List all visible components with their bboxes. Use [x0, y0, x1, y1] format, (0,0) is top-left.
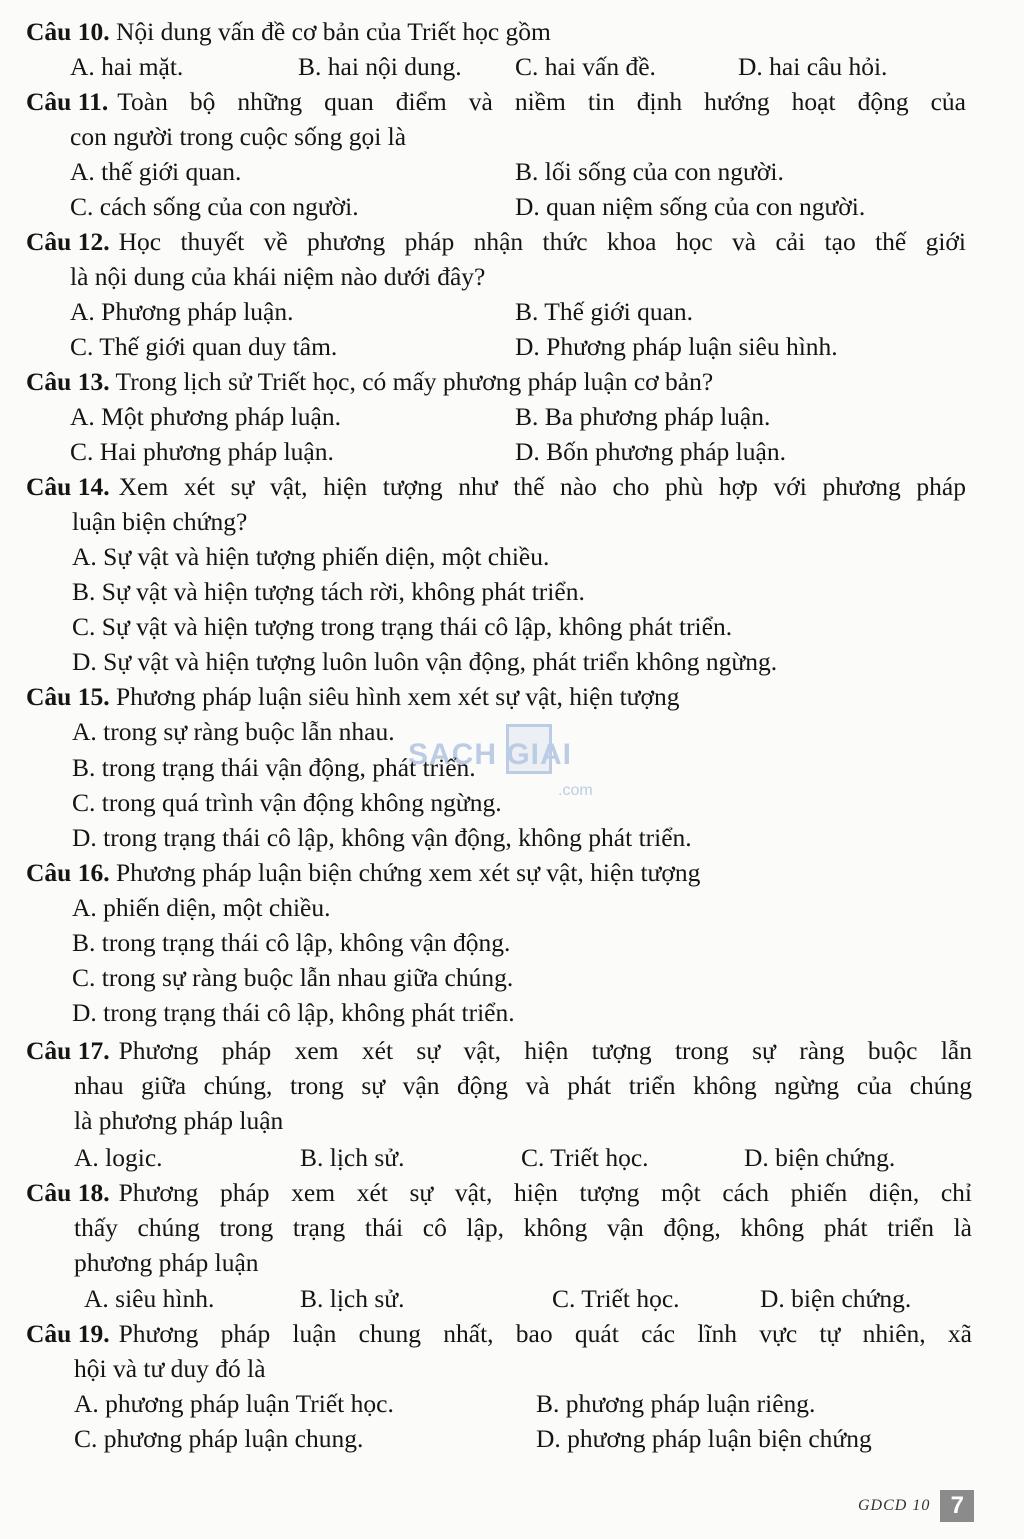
- question-text: Trong lịch sử Triết học, có mấy phương pháp luận cơ bản?: [115, 367, 714, 396]
- option-a: A. hai mặt.: [70, 52, 184, 81]
- option-a: A. logic.: [74, 1143, 163, 1172]
- watermark-brand: SACH GIAI: [408, 738, 573, 771]
- option-d: D. hai câu hỏi.: [738, 52, 888, 81]
- question-text: Toàn bộ những quan điểm và niềm tin định hướng hoạt động của: [117, 87, 966, 116]
- question-text-continued: [74, 1068, 972, 1103]
- question-18-stem: [26, 1175, 972, 1210]
- question-number: Câu 11.: [26, 87, 109, 116]
- option-b: B. trong trạng thái vận động, phát triển.: [72, 753, 476, 782]
- option-b: B. Sự vật và hiện tượng tách rời, không phát triển.: [72, 577, 585, 606]
- question-text-line: nhau giữa chúng, trong sự vận động và phát triển không ngừng của chúng: [74, 1071, 972, 1100]
- option-d: D. biện chứng.: [760, 1284, 912, 1313]
- option-a: A. Sự vật và hiện tượng phiến diện, một chiều.: [72, 542, 550, 571]
- question-number: Câu 19.: [26, 1319, 110, 1348]
- option-c: C. cách sống của con người.: [70, 192, 359, 221]
- question-10-stem: [26, 14, 551, 49]
- question-text: Phương pháp luận biện chứng xem xét sự vật, hiện tượng: [115, 858, 701, 887]
- question-text-continued: phương pháp luận: [74, 1248, 259, 1277]
- watermark-box-icon: [506, 724, 552, 774]
- question-11-stem: [26, 84, 966, 119]
- question-number: Câu 16.: [26, 858, 110, 887]
- question-text-continued: hội và tư duy đó là: [74, 1354, 266, 1383]
- question-12-stem: [26, 224, 966, 259]
- question-text: Phương pháp luận siêu hình xem xét sự vật, hiện tượng: [115, 682, 680, 711]
- option-c: C. Triết học.: [521, 1143, 649, 1172]
- question-text: Xem xét sự vật, hiện tượng như thế nào cho phù hợp với phương pháp: [118, 472, 966, 501]
- question-number: Câu 18.: [26, 1178, 110, 1207]
- option-b: B. Thế giới quan.: [515, 297, 694, 326]
- option-c: C. Triết học.: [552, 1284, 680, 1313]
- question-14-stem: [26, 469, 966, 504]
- option-d: D. Bốn phương pháp luận.: [515, 437, 786, 466]
- option-a: A. phương pháp luận Triết học.: [74, 1389, 394, 1418]
- question-text: Phương pháp xem xét sự vật, hiện tượng trong sự ràng buộc lẫn: [118, 1036, 972, 1065]
- option-c: C. trong quá trình vận động không ngừng.: [72, 788, 502, 817]
- option-a: A. thế giới quan.: [70, 157, 242, 186]
- option-c: C. Thế giới quan duy tâm.: [70, 332, 338, 361]
- question-text-line: thấy chúng trong trạng thái cô lập, không vận động, không phát triển là: [74, 1213, 972, 1242]
- option-c: C. Hai phương pháp luận.: [70, 437, 334, 466]
- page-footer: [858, 1488, 974, 1524]
- question-text: Phương pháp xem xét sự vật, hiện tượng một cách phiến diện, chỉ: [118, 1178, 972, 1207]
- question-15-stem: [26, 679, 679, 714]
- question-text: Học thuyết về phương pháp nhận thức khoa học và cải tạo thế giới: [118, 227, 966, 256]
- option-b: B. phương pháp luận riêng.: [536, 1389, 816, 1418]
- option-d: D. trong trạng thái cô lập, không phát triển.: [72, 998, 515, 1027]
- question-text: Phương pháp luận chung nhất, bao quát các lĩnh vực tự nhiên, xã: [118, 1319, 972, 1348]
- option-d: D. trong trạng thái cô lập, không vận động, không phát triển.: [72, 823, 692, 852]
- option-d: D. Sự vật và hiện tượng luôn luôn vận động, phát triển không ngừng.: [72, 647, 778, 676]
- option-c: C. hai vấn đề.: [515, 52, 656, 81]
- question-text-continued: là nội dung của khái niệm nào dưới đây?: [70, 262, 486, 291]
- option-c: C. phương pháp luận chung.: [74, 1424, 364, 1453]
- question-16-stem: [26, 855, 700, 890]
- question-text-continued: con người trong cuộc sống gọi là: [70, 122, 407, 151]
- option-a: A. Một phương pháp luận.: [70, 402, 341, 431]
- question-text-continued: luận biện chứng?: [72, 507, 248, 536]
- option-a: A. trong sự ràng buộc lẫn nhau.: [72, 717, 395, 746]
- question-number: Câu 14.: [26, 472, 110, 501]
- question-number: Câu 12.: [26, 227, 110, 256]
- option-b: B. trong trạng thái cô lập, không vận động.: [72, 928, 511, 957]
- question-number: Câu 13.: [26, 367, 110, 396]
- option-b: B. Ba phương pháp luận.: [515, 402, 771, 431]
- option-d: D. quan niệm sống của con người.: [515, 192, 866, 221]
- question-number: Câu 15.: [26, 682, 110, 711]
- option-b: B. lối sống của con người.: [515, 157, 784, 186]
- option-c: C. trong sự ràng buộc lẫn nhau giữa chúng.: [72, 963, 514, 992]
- question-number: Câu 10.: [26, 17, 110, 46]
- option-b: B. lịch sử.: [300, 1143, 405, 1172]
- question-text-continued: [74, 1210, 972, 1245]
- option-b: B. lịch sử.: [300, 1284, 405, 1313]
- option-a: A. Phương pháp luận.: [70, 297, 294, 326]
- option-d: D. Phương pháp luận siêu hình.: [515, 332, 838, 361]
- option-d: D. biện chứng.: [744, 1143, 896, 1172]
- option-d: D. phương pháp luận biện chứng: [536, 1424, 872, 1453]
- question-13-stem: [26, 364, 713, 399]
- option-b: B. hai nội dung.: [298, 52, 462, 81]
- footer-subject-label: GDCD 10: [858, 1497, 931, 1514]
- option-c: C. Sự vật và hiện tượng trong trạng thái cô lập, không phát triển.: [72, 612, 733, 641]
- question-19-stem: [26, 1316, 972, 1351]
- option-a: A. phiến diện, một chiều.: [72, 893, 331, 922]
- option-a: A. siêu hình.: [84, 1284, 215, 1313]
- watermark-domain: .com: [558, 782, 593, 799]
- page-number-badge: 7: [940, 1490, 974, 1522]
- question-text: Nội dung vấn đề cơ bản của Triết học gồm: [115, 17, 551, 46]
- question-text-continued: là phương pháp luận: [74, 1106, 284, 1135]
- question-number: Câu 17.: [26, 1036, 110, 1065]
- question-17-stem: [26, 1033, 972, 1068]
